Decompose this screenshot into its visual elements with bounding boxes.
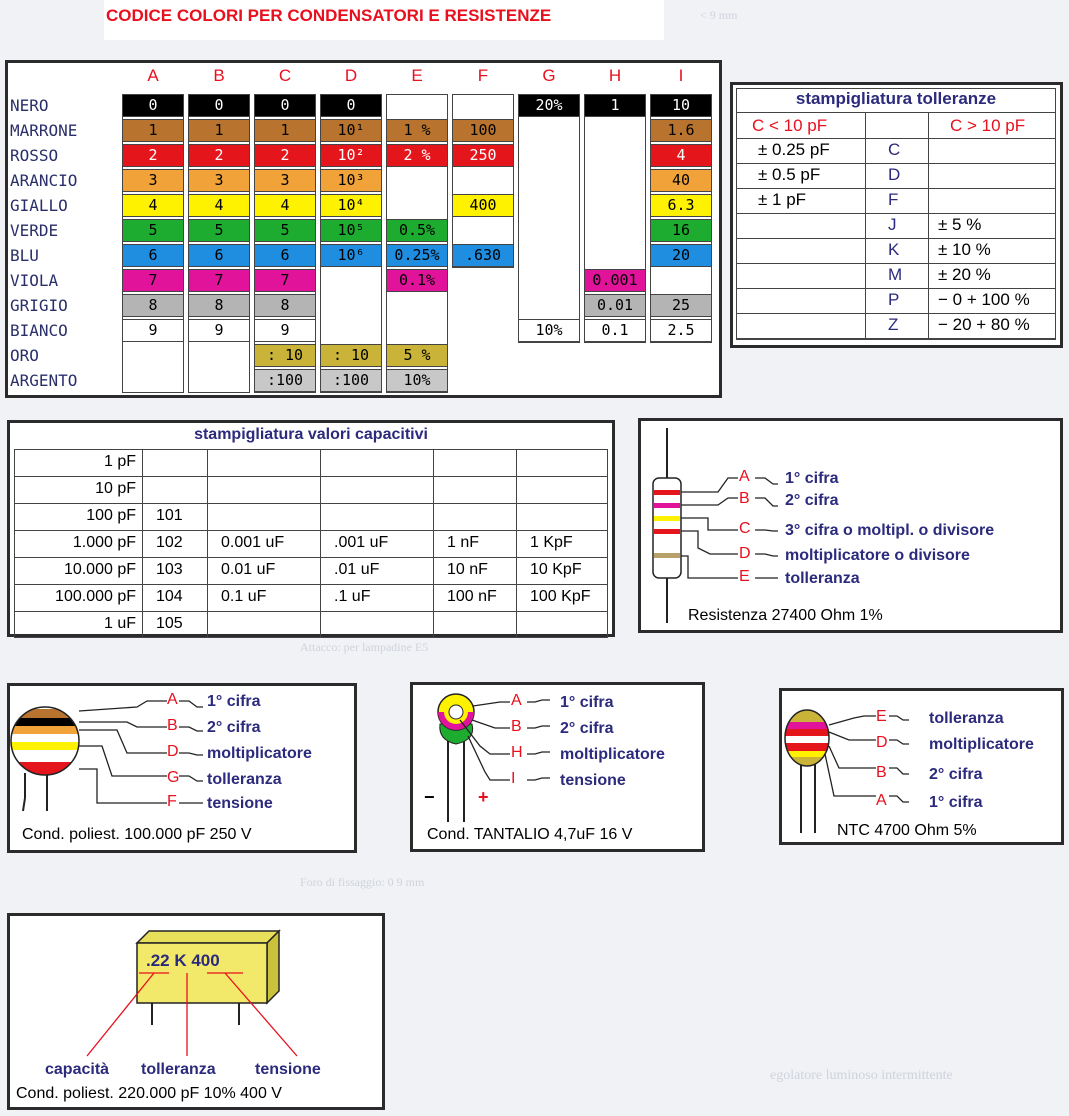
color-cell: 6 xyxy=(254,244,316,267)
color-cell: 6.3 xyxy=(650,194,712,217)
row-divider xyxy=(736,138,1056,139)
cap-row-divider xyxy=(14,530,608,531)
cap-col-divider xyxy=(207,449,208,638)
column-header: I xyxy=(678,66,684,85)
cap-cell: 1 uF xyxy=(103,615,136,632)
cap-cell: 10 KpF xyxy=(530,561,582,578)
cap-cell: 10.000 pF xyxy=(63,561,136,578)
row-label: BIANCO xyxy=(10,321,68,340)
color-cell: 4 xyxy=(188,194,250,217)
ntc-letter: D xyxy=(876,734,888,751)
color-cell: 2 xyxy=(122,144,184,167)
poliest2-label-tensione: tensione xyxy=(255,1061,321,1078)
row-label: ROSSO xyxy=(10,146,59,165)
tantalio-letter: H xyxy=(511,744,523,761)
color-cell: 8 xyxy=(188,294,250,317)
cap-cell: 101 xyxy=(156,507,183,524)
color-cell: 10¹ xyxy=(320,119,382,142)
cap-col-divider xyxy=(142,449,143,638)
tolerance-code: D xyxy=(888,165,901,184)
row-label: GIALLO xyxy=(10,196,68,215)
color-cell: 20 xyxy=(650,244,712,267)
color-cell: 2 xyxy=(254,144,316,167)
color-cell: 4 xyxy=(650,144,712,167)
poliest2-drawing xyxy=(7,913,385,1110)
color-cell: : 10 xyxy=(254,344,316,367)
ntc-caption: NTC 4700 Ohm 5% xyxy=(837,822,977,839)
color-cell: 5 xyxy=(188,219,250,242)
resistor-letter: B xyxy=(739,490,750,507)
resistor-label-text: 3° cifra o moltipl. o divisore xyxy=(785,522,995,539)
color-cell: 10⁶ xyxy=(320,244,382,267)
color-cell: 0 xyxy=(254,94,316,117)
cap-cell: 100 pF xyxy=(86,507,136,524)
color-cell: .630 xyxy=(452,244,514,267)
poliest-label-text: tensione xyxy=(207,795,273,812)
color-cell: 7 xyxy=(188,269,250,292)
resistor-letter: C xyxy=(739,520,751,537)
color-cell: 7 xyxy=(254,269,316,292)
color-cell: 2.5 xyxy=(650,319,712,342)
cap-cell: 104 xyxy=(156,588,183,605)
color-cell: 7 xyxy=(122,269,184,292)
color-cell: 1 xyxy=(254,119,316,142)
poliest2-label-tolleranza: tolleranza xyxy=(141,1061,216,1078)
poliest-letter: A xyxy=(167,691,178,708)
color-cell: 0.5% xyxy=(386,219,448,242)
color-cell: 1.6 xyxy=(650,119,712,142)
color-cell: 3 xyxy=(254,169,316,192)
resistor-label-text: moltiplicatore o divisore xyxy=(785,547,970,564)
tolerance-right: − 0 + 100 % xyxy=(938,290,1030,309)
color-cell: 400 xyxy=(452,194,514,217)
cap-cell: 1 pF xyxy=(103,453,136,470)
tolerance-code: J xyxy=(888,215,897,234)
tantalio-caption: Cond. TANTALIO 4,7uF 16 V xyxy=(427,826,633,843)
column-header: F xyxy=(477,66,489,85)
color-cell: 9 xyxy=(254,319,316,342)
cap-col-divider xyxy=(320,449,321,638)
column-header: H xyxy=(608,66,622,85)
color-cell: 1 xyxy=(188,119,250,142)
tantalio-letter: A xyxy=(511,692,522,709)
poliest-letter: G xyxy=(167,769,180,786)
resistor-label-text: 1° cifra xyxy=(785,470,839,487)
color-cell: : 10 xyxy=(320,344,382,367)
column-header: B xyxy=(213,66,225,85)
color-cell: 16 xyxy=(650,219,712,242)
color-cell: 0.001 xyxy=(584,269,646,292)
cap-cell: 10 pF xyxy=(95,480,136,497)
color-cell: 4 xyxy=(254,194,316,217)
color-cell: :100 xyxy=(320,369,382,392)
color-cell: 10% xyxy=(386,369,448,392)
poliest-letter: F xyxy=(167,793,177,810)
cap-row-divider xyxy=(14,584,608,585)
ntc-letter: B xyxy=(876,764,887,781)
color-cell: 0.25% xyxy=(386,244,448,267)
color-cell: 1 xyxy=(584,94,646,117)
tolerance-right: ± 5 % xyxy=(938,215,982,234)
cap-row-divider xyxy=(14,503,608,504)
poliest2-caption: Cond. poliest. 220.000 pF 10% 400 V xyxy=(16,1085,282,1102)
column-header: G xyxy=(542,66,556,85)
color-cell: 9 xyxy=(122,319,184,342)
row-divider xyxy=(736,313,1056,314)
poliest2-label-capacita: capacità xyxy=(45,1061,110,1078)
tolerance-right: ± 10 % xyxy=(938,240,991,259)
cap-row-divider xyxy=(14,557,608,558)
color-cell: 8 xyxy=(254,294,316,317)
color-cell: 1 % xyxy=(386,119,448,142)
tantalio-label-text: 2° cifra xyxy=(560,720,614,737)
poliest-label-text: 1° cifra xyxy=(207,693,261,710)
tolerance-left: ± 0.25 pF xyxy=(758,140,830,159)
resistor-letter: A xyxy=(739,468,750,485)
cap-cell: 103 xyxy=(156,561,183,578)
cap-cell: 100 KpF xyxy=(530,588,591,605)
cap-col-divider xyxy=(516,449,517,638)
color-cell: 10⁵ xyxy=(320,219,382,242)
row-label: BLU xyxy=(10,246,39,265)
color-cell: 20% xyxy=(518,94,580,117)
color-cell: 0.1% xyxy=(386,269,448,292)
cap-cell: 1 KpF xyxy=(530,534,573,551)
capacitive-table-title: stampigliatura valori capacitivi xyxy=(194,426,428,443)
cap-cell: 1 nF xyxy=(447,534,480,551)
color-cell: 5 % xyxy=(386,344,448,367)
poliest-caption: Cond. poliest. 100.000 pF 250 V xyxy=(22,826,252,843)
row-label: GRIGIO xyxy=(10,296,68,315)
color-cell: 0 xyxy=(188,94,250,117)
color-cell: 10² xyxy=(320,144,382,167)
ntc-label-text: 1° cifra xyxy=(929,794,983,811)
tolerance-header-right: C > 10 pF xyxy=(950,116,1026,135)
poliest2-marking: .22 K 400 xyxy=(146,951,220,970)
cap-cell: 105 xyxy=(156,615,183,632)
color-cell: 3 xyxy=(122,169,184,192)
column-box xyxy=(518,94,580,343)
row-divider xyxy=(736,263,1056,264)
color-cell: 10³ xyxy=(320,169,382,192)
cap-cell: 0.01 uF xyxy=(221,561,276,578)
color-cell: 2 xyxy=(188,144,250,167)
cap-cell: .001 uF xyxy=(334,534,389,551)
poliest-label-text: 2° cifra xyxy=(207,719,261,736)
color-cell: 2 % xyxy=(386,144,448,167)
color-cell: 1 xyxy=(122,119,184,142)
row-label: NERO xyxy=(10,96,49,115)
cap-cell: 100 nF xyxy=(447,588,497,605)
cap-cell: 1.000 pF xyxy=(72,534,136,551)
cap-cell: 100.000 pF xyxy=(55,588,136,605)
ntc-letter: E xyxy=(876,708,887,725)
color-cell: 5 xyxy=(122,219,184,242)
row-divider xyxy=(736,163,1056,164)
tolerance-code: P xyxy=(888,290,900,309)
row-label: ARANCIO xyxy=(10,171,78,190)
color-cell: 8 xyxy=(122,294,184,317)
color-cell: 10% xyxy=(518,319,580,342)
resistor-letter: D xyxy=(739,545,751,562)
row-divider xyxy=(736,213,1056,214)
tantalio-minus: − xyxy=(424,787,435,807)
row-divider xyxy=(736,238,1056,239)
color-cell: 5 xyxy=(254,219,316,242)
color-cell: 250 xyxy=(452,144,514,167)
tolerance-code: F xyxy=(888,190,899,209)
tantalio-letter: B xyxy=(511,718,522,735)
column-header: D xyxy=(344,66,358,85)
color-cell: 3 xyxy=(188,169,250,192)
ntc-label-text: tolleranza xyxy=(929,710,1004,727)
resistor-caption: Resistenza 27400 Ohm 1% xyxy=(688,607,883,624)
color-cell: 25 xyxy=(650,294,712,317)
tolerance-left: ± 1 pF xyxy=(758,190,807,209)
tolerance-right: ± 20 % xyxy=(938,265,991,284)
row-divider xyxy=(736,288,1056,289)
color-cell: 10 xyxy=(650,94,712,117)
tantalio-label-text: 1° cifra xyxy=(560,694,614,711)
cap-cell: .1 uF xyxy=(334,588,371,605)
ntc-letter: A xyxy=(876,792,887,809)
color-cell: 0.1 xyxy=(584,319,646,342)
cap-cell: 10 nF xyxy=(447,561,488,578)
column-header: A xyxy=(147,66,159,85)
poliest-letter: B xyxy=(167,717,178,734)
cap-row-divider xyxy=(14,611,608,612)
tantalio-label-text: moltiplicatore xyxy=(560,746,665,763)
color-cell: 6 xyxy=(122,244,184,267)
cap-cell: 102 xyxy=(156,534,183,551)
color-cell: 40 xyxy=(650,169,712,192)
row-label: VIOLA xyxy=(10,271,59,290)
tolerance-table-title: stampigliatura tolleranze xyxy=(795,89,997,108)
color-cell: 9 xyxy=(188,319,250,342)
column-header: E xyxy=(411,66,423,85)
row-divider xyxy=(736,188,1056,189)
resistor-label-text: 2° cifra xyxy=(785,492,839,509)
column-header: C xyxy=(278,66,292,85)
row-label: VERDE xyxy=(10,221,59,240)
poliest-label-text: tolleranza xyxy=(207,771,282,788)
row-label: ORO xyxy=(10,346,39,365)
cap-cell: 0.1 uF xyxy=(221,588,267,605)
ntc-label-text: 2° cifra xyxy=(929,766,983,783)
tantalio-plus: + xyxy=(478,787,489,807)
cap-cell: .01 uF xyxy=(334,561,380,578)
cap-cell: 0.001 uF xyxy=(221,534,285,551)
tolerance-header-left: C < 10 pF xyxy=(752,116,828,135)
color-cell: 0.01 xyxy=(584,294,646,317)
row-label: MARRONE xyxy=(10,121,78,140)
color-cell: 10⁴ xyxy=(320,194,382,217)
resistor-letter: E xyxy=(739,568,750,585)
poliest-label-text: moltiplicatore xyxy=(207,745,312,762)
poliest-letter: D xyxy=(167,743,179,760)
tantalio-label-text: tensione xyxy=(560,772,626,789)
row-label: ARGENTO xyxy=(10,371,78,390)
tolerance-code: Z xyxy=(888,315,899,334)
page-title: CODICE COLORI PER CONDENSATORI E RESISTENZE xyxy=(104,0,664,40)
color-cell: 100 xyxy=(452,119,514,142)
tolerance-left: ± 0.5 pF xyxy=(758,165,821,184)
color-cell: 0 xyxy=(320,94,382,117)
tolerance-right: − 20 + 80 % xyxy=(938,315,1030,334)
tolerance-code: K xyxy=(888,240,900,259)
row-divider xyxy=(736,338,1056,339)
ntc-label-text: moltiplicatore xyxy=(929,736,1034,753)
color-cell: 6 xyxy=(188,244,250,267)
tolerance-code: C xyxy=(888,140,901,159)
tantalio-letter: I xyxy=(511,770,516,787)
tolerance-code: M xyxy=(888,265,903,284)
color-cell: 4 xyxy=(122,194,184,217)
cap-col-divider xyxy=(433,449,434,638)
resistor-label-text: tolleranza xyxy=(785,570,860,587)
color-cell: 0 xyxy=(122,94,184,117)
cap-row-divider xyxy=(14,476,608,477)
color-cell: :100 xyxy=(254,369,316,392)
